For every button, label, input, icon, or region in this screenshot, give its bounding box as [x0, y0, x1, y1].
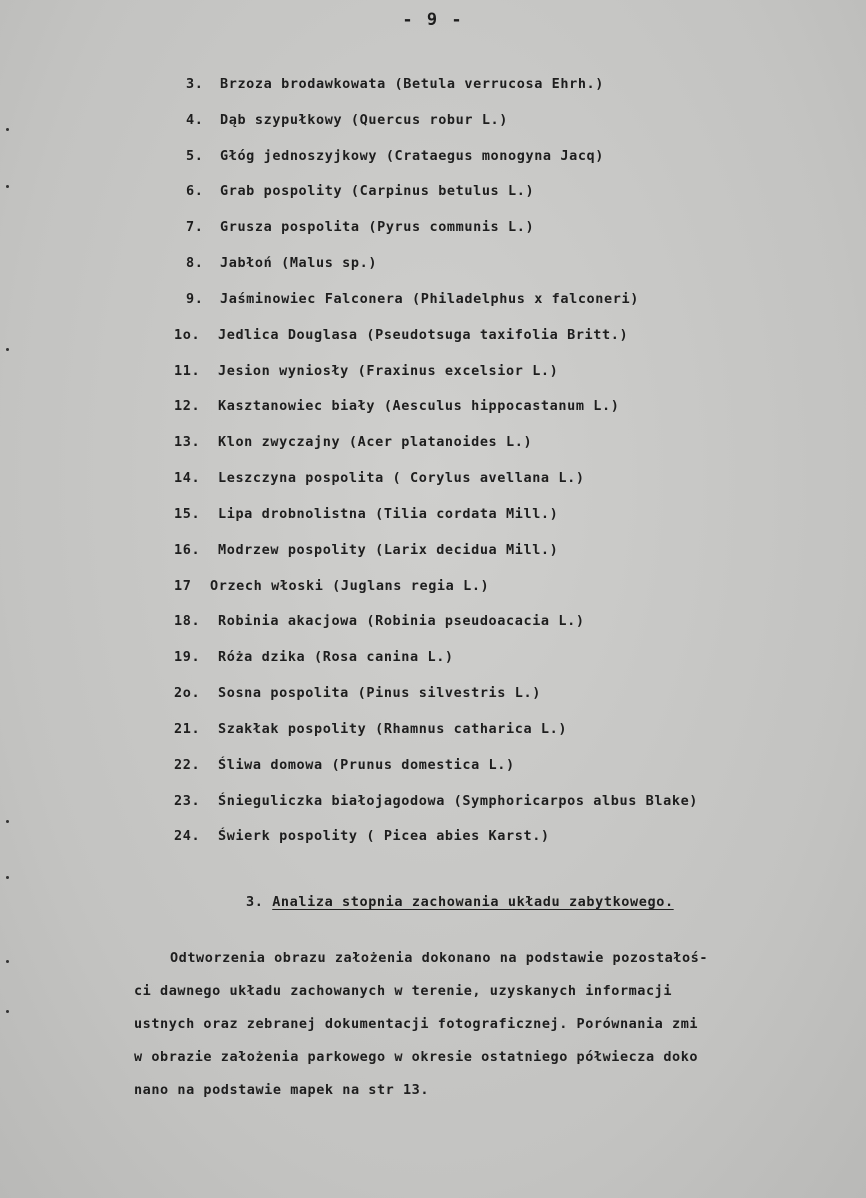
margin-speck [6, 1010, 9, 1013]
list-item: 9. Jaśminowiec Falconera (Philadelphus x falconeri) [186, 291, 639, 307]
list-item: 6. Grab pospolity (Carpinus betulus L.) [186, 183, 535, 199]
list-item: 13. Klon zwyczajny (Acer platanoides L.) [174, 434, 533, 450]
margin-speck [6, 185, 9, 188]
section-title: Analiza stopnia zachowania układu zabytkowego. [272, 894, 674, 910]
list-item: 24. Świerk pospolity ( Picea abies Karst.) [174, 828, 550, 844]
section-number: 3. [246, 894, 264, 910]
paragraph-line: w obrazie założenia parkowego w okresie ostatniego półwiecza doko [134, 1049, 699, 1065]
paragraph-line: ci dawnego układu zachowanych w terenie, uzyskanych informacji [134, 983, 673, 999]
margin-speck [6, 960, 9, 963]
margin-speck [6, 348, 9, 351]
list-item: 11. Jesion wyniosły (Fraxinus excelsior L.) [174, 363, 559, 379]
list-item: 23. Śnieguliczka białojagodowa (Symphoricarpos albus Blake) [174, 793, 699, 809]
list-item: 19. Róża dzika (Rosa canina L.) [174, 649, 454, 665]
paragraph-line: nano na podstawie mapek na str 13. [134, 1082, 430, 1098]
list-item: 12. Kasztanowiec biały (Aesculus hippocastanum L.) [174, 398, 620, 414]
paragraph-line: ustnych oraz zebranej dokumentacji fotograficznej. Porównania zmi [134, 1016, 699, 1032]
list-item: 22. Śliwa domowa (Prunus domestica L.) [174, 757, 515, 773]
list-item: 8. Jabłoń (Malus sp.) [186, 255, 378, 271]
margin-speck [6, 128, 9, 131]
list-item: 2o. Sosna pospolita (Pinus silvestris L.) [174, 685, 541, 701]
margin-speck [6, 820, 9, 823]
list-item: 21. Szakłak pospolity (Rhamnus catharica L.) [174, 721, 568, 737]
list-item: 3. Brzoza brodawkowata (Betula verrucosa Ehrh.) [186, 76, 605, 92]
body-paragraph [134, 942, 849, 1107]
list-item: 16. Modrzew pospolity (Larix decidua Mill.) [174, 542, 559, 558]
margin-speck [6, 876, 9, 879]
paragraph-line: Odtworzenia obrazu założenia dokonano na podstawie pozostałoś- [170, 950, 709, 966]
section-heading [246, 894, 674, 910]
list-item: 14. Leszczyna pospolita ( Corylus avellana L.) [174, 470, 585, 486]
list-item: 1o. Jedlica Douglasa (Pseudotsuga taxifolia Britt.) [174, 327, 629, 343]
page-number: - 9 - [402, 10, 464, 30]
list-item: 7. Grusza pospolita (Pyrus communis L.) [186, 219, 535, 235]
list-item: 5. Głóg jednoszyjkowy (Crataegus monogyna Jacq) [186, 148, 605, 164]
list-item: 15. Lipa drobnolistna (Tilia cordata Mill.) [174, 506, 559, 522]
list-item: 4. Dąb szypułkowy (Quercus robur L.) [186, 112, 509, 128]
list-item: 17 Orzech włoski (Juglans regia L.) [174, 578, 490, 594]
list-item: 18. Robinia akacjowa (Robinia pseudoacacia L.) [174, 613, 585, 629]
